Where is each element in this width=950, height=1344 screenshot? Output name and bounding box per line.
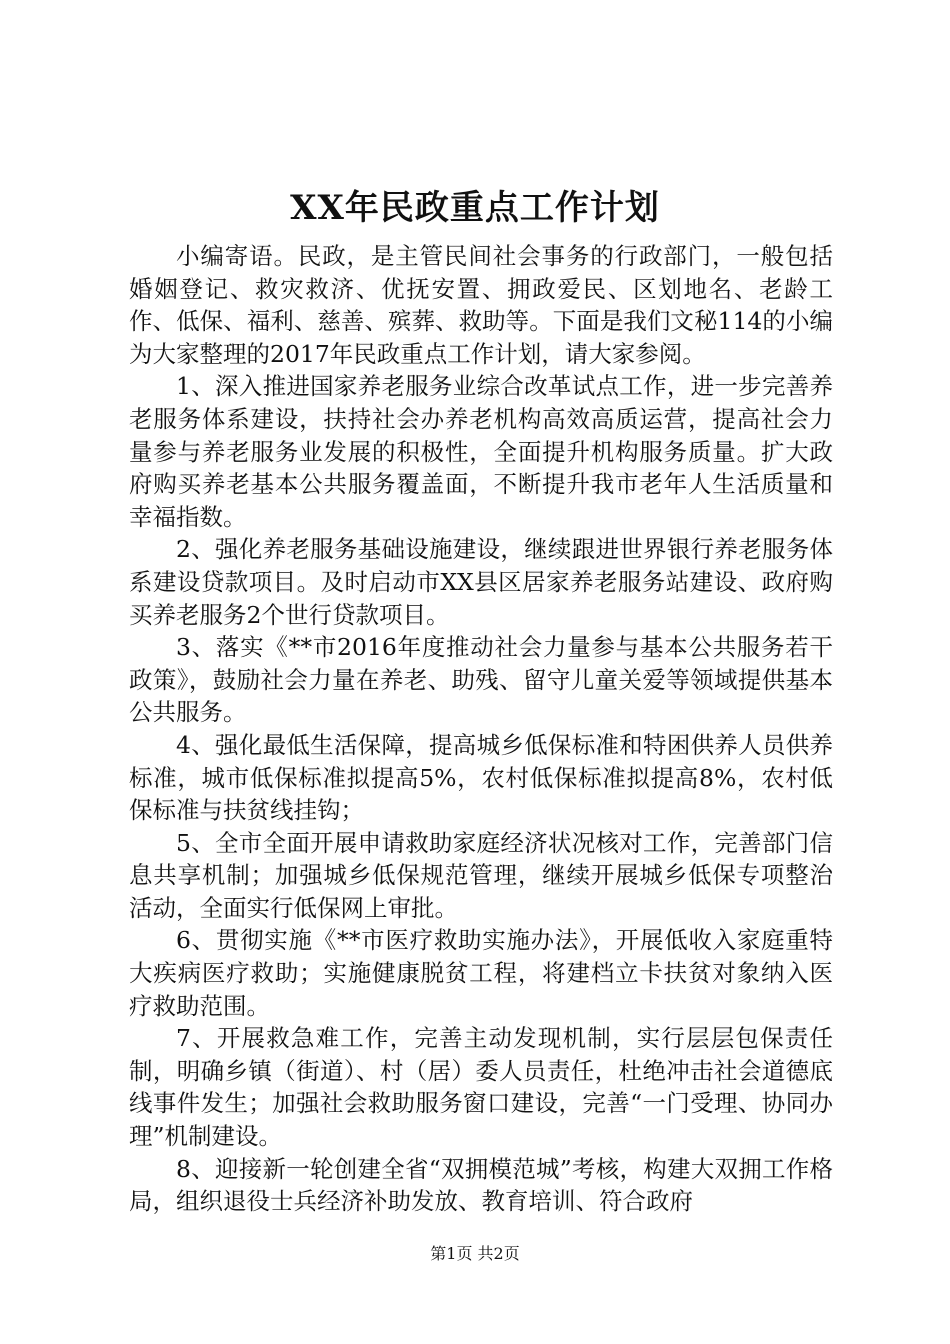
document-title: XX年民政重点工作计划 xyxy=(290,188,660,228)
paragraph-item-8: 8、迎接新一轮创建全省“双拥模范城”考核，构建大双拥工作格局，组织退役士兵经济补助发放、教育培训、符合政府 xyxy=(129,1154,833,1216)
paragraph-item-7: 7、开展救急难工作，完善主动发现机制，实行层层包保责任制，明确乡镇（街道）、村（居）委人员责任，杜绝冲击社会道德底线事件发生；加强社会救助服务窗口建设，完善“一门受理、协同办理”机制建设。 xyxy=(129,1024,833,1151)
page-footer: 第1页 共2页 xyxy=(430,1244,520,1263)
document-body xyxy=(129,240,833,1218)
paragraph-item-5: 5、全市全面开展申请救助家庭经济状况核对工作，完善部门信息共享机制；加强城乡低保规范管理，继续开展城乡低保专项整治活动，全面实行低保网上审批。 xyxy=(129,828,833,922)
paragraph-item-2: 2、强化养老服务基础设施建设，继续跟进世界银行养老服务体系建设贷款项目。及时启动市XX县区居家养老服务站建设、政府购买养老服务2个世行贷款项目。 xyxy=(129,535,833,629)
paragraph-intro: 小编寄语。民政，是主管民间社会事务的行政部门，一般包括婚姻登记、救灾救济、优抚安置、拥政爱民、区划地名、老龄工作、低保、福利、慈善、殡葬、救助等。下面是我们文秘114的小编为大家整理的2017年民政重点工作计划，请大家参阅。 xyxy=(129,242,833,368)
paragraph-item-4: 4、强化最低生活保障，提高城乡低保标准和特困供养人员供养标准，城市低保标准拟提高5%，农村低保标准拟提高8%，农村低保标准与扶贫线挂钩； xyxy=(129,730,833,825)
paragraph-item-6: 6、贯彻实施《**市医疗救助实施办法》，开展低收入家庭重特大疾病医疗救助；实施健康脱贫工程，将建档立卡扶贫对象纳入医疗救助范围。 xyxy=(129,926,833,1020)
paragraph-item-3: 3、落实《**市2016年度推动社会力量参与基本公共服务若干政策》，鼓励社会力量在养老、助残、留守儿童关爱等领域提供基本公共服务。 xyxy=(129,633,833,727)
paragraph-item-1: 1、深入推进国家养老服务业综合改革试点工作，进一步完善养老服务体系建设，扶持社会办养老机构高效高质运营，提高社会力量参与养老服务业发展的积极性，全面提升机构服务质量。扩大政府购买养老基本公共服务覆盖面，不断提升我市老年人生活质量和幸福指数。 xyxy=(129,372,833,531)
